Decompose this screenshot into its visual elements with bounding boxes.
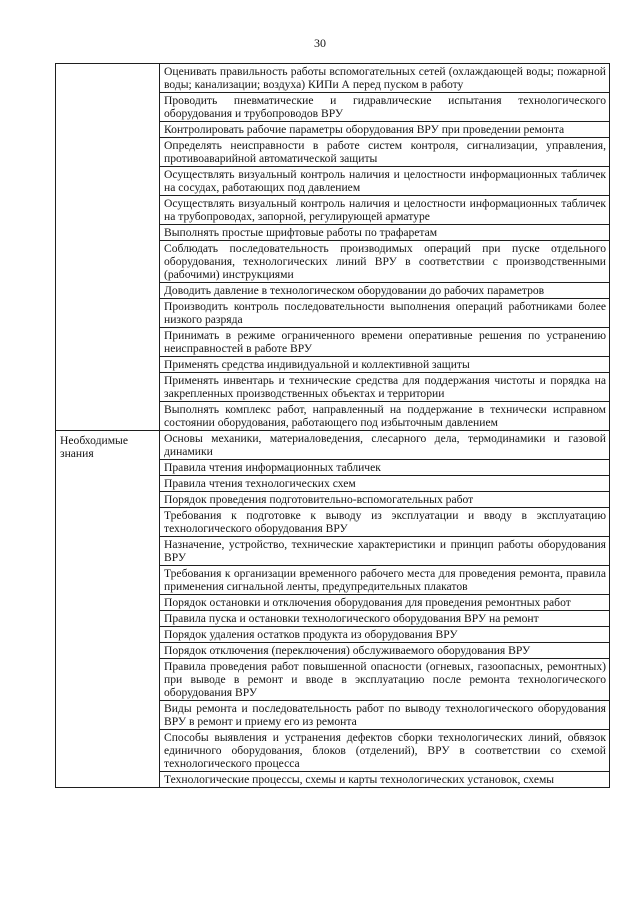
requirement-item-cell: Порядок отключения (переключения) обслуживаемого оборудования ВРУ xyxy=(160,643,610,659)
requirement-item-cell: Определять неисправности в работе систем контроля, сигнализации, управления, противоаварийной автоматической защиты xyxy=(160,138,610,167)
requirements-table-body xyxy=(56,64,610,788)
requirement-item-cell: Требования к подготовке к выводу из эксплуатации и вводу в эксплуатацию технологического оборудования ВРУ xyxy=(160,508,610,537)
page-number: 30 xyxy=(314,36,326,50)
requirement-item-cell: Назначение, устройство, технические характеристики и принцип работы оборудования ВРУ xyxy=(160,537,610,566)
requirement-item-cell: Порядок остановки и отключения оборудования для проведения ремонтных работ xyxy=(160,595,610,611)
requirement-item-cell: Выполнять комплекс работ, направленный на поддержание в технически исправном состоянии оборудования, работающего под избыточным давлением xyxy=(160,402,610,431)
requirement-item-cell: Правила пуска и остановки технологического оборудования ВРУ на ремонт xyxy=(160,611,610,627)
requirement-item-cell: Оценивать правильность работы вспомогательных сетей (охлаждающей воды; пожарной воды; канализации; воздуха) КИПи А перед пуском в работу xyxy=(160,64,610,93)
requirement-item-cell: Доводить давление в технологическом оборудовании до рабочих параметров xyxy=(160,283,610,299)
requirement-item-cell: Принимать в режиме ограниченного времени оперативные решения по устранению неисправностей в работе ВРУ xyxy=(160,328,610,357)
requirement-item-cell: Основы механики, материаловедения, слесарного дела, термодинамики и газовой динамики xyxy=(160,431,610,460)
requirement-item-cell: Применять инвентарь и технические средства для поддержания чистоты и порядка на закрепленных производственных объектах и территории xyxy=(160,373,610,402)
requirement-item-cell: Выполнять простые шрифтовые работы по трафаретам xyxy=(160,225,610,241)
requirement-item-cell: Правила чтения технологических схем xyxy=(160,476,610,492)
requirement-item-cell: Способы выявления и устранения дефектов сборки технологических линий, обвязок единичного оборудования, блоков (отделений), ВРУ в соответствии со схемой технологического процесса xyxy=(160,730,610,772)
requirement-item-cell: Виды ремонта и последовательность работ по выводу технологического оборудования ВРУ в ремонт и приему его из ремонта xyxy=(160,701,610,730)
requirement-item-cell: Правила чтения информационных табличек xyxy=(160,460,610,476)
requirement-item-cell: Осуществлять визуальный контроль наличия и целостности информационных табличек на трубопроводах, запорной, регулирующей арматуре xyxy=(160,196,610,225)
requirement-item-cell: Требования к организации временного рабочего места для проведения ремонта, правила применения сигнальной ленты, предупредительных плакатов xyxy=(160,566,610,595)
requirement-item-cell: Осуществлять визуальный контроль наличия и целостности информационных табличек на сосудах, работающих под давлением xyxy=(160,167,610,196)
table-row xyxy=(56,64,610,93)
requirement-item-cell: Соблюдать последовательность производимых операций при пуске отдельного оборудования, технологических линий ВРУ в соответствии с производственными (рабочими) инструкциями xyxy=(160,241,610,283)
requirements-table xyxy=(55,63,610,788)
requirement-item-cell: Порядок удаления остатков продукта из оборудования ВРУ xyxy=(160,627,610,643)
section-category-cell xyxy=(56,64,160,431)
table-row xyxy=(56,431,610,460)
requirement-item-cell: Применять средства индивидуальной и коллективной защиты xyxy=(160,357,610,373)
requirement-item-cell: Контролировать рабочие параметры оборудования ВРУ при проведении ремонта xyxy=(160,122,610,138)
requirement-item-cell: Технологические процессы, схемы и карты технологических установок, схемы xyxy=(160,772,610,788)
section-category-cell: Необходимые знания xyxy=(56,431,160,788)
requirement-item-cell: Правила проведения работ повышенной опасности (огневых, газоопасных, ремонтных) при выводе в ремонт и вводе в эксплуатацию после ремонта технологического оборудования ВРУ xyxy=(160,659,610,701)
requirement-item-cell: Проводить пневматические и гидравлические испытания технологического оборудования и трубопроводов ВРУ xyxy=(160,93,610,122)
requirement-item-cell: Порядок проведения подготовительно-вспомогательных работ xyxy=(160,492,610,508)
requirement-item-cell: Производить контроль последовательности выполнения операций работниками более низкого разряда xyxy=(160,299,610,328)
